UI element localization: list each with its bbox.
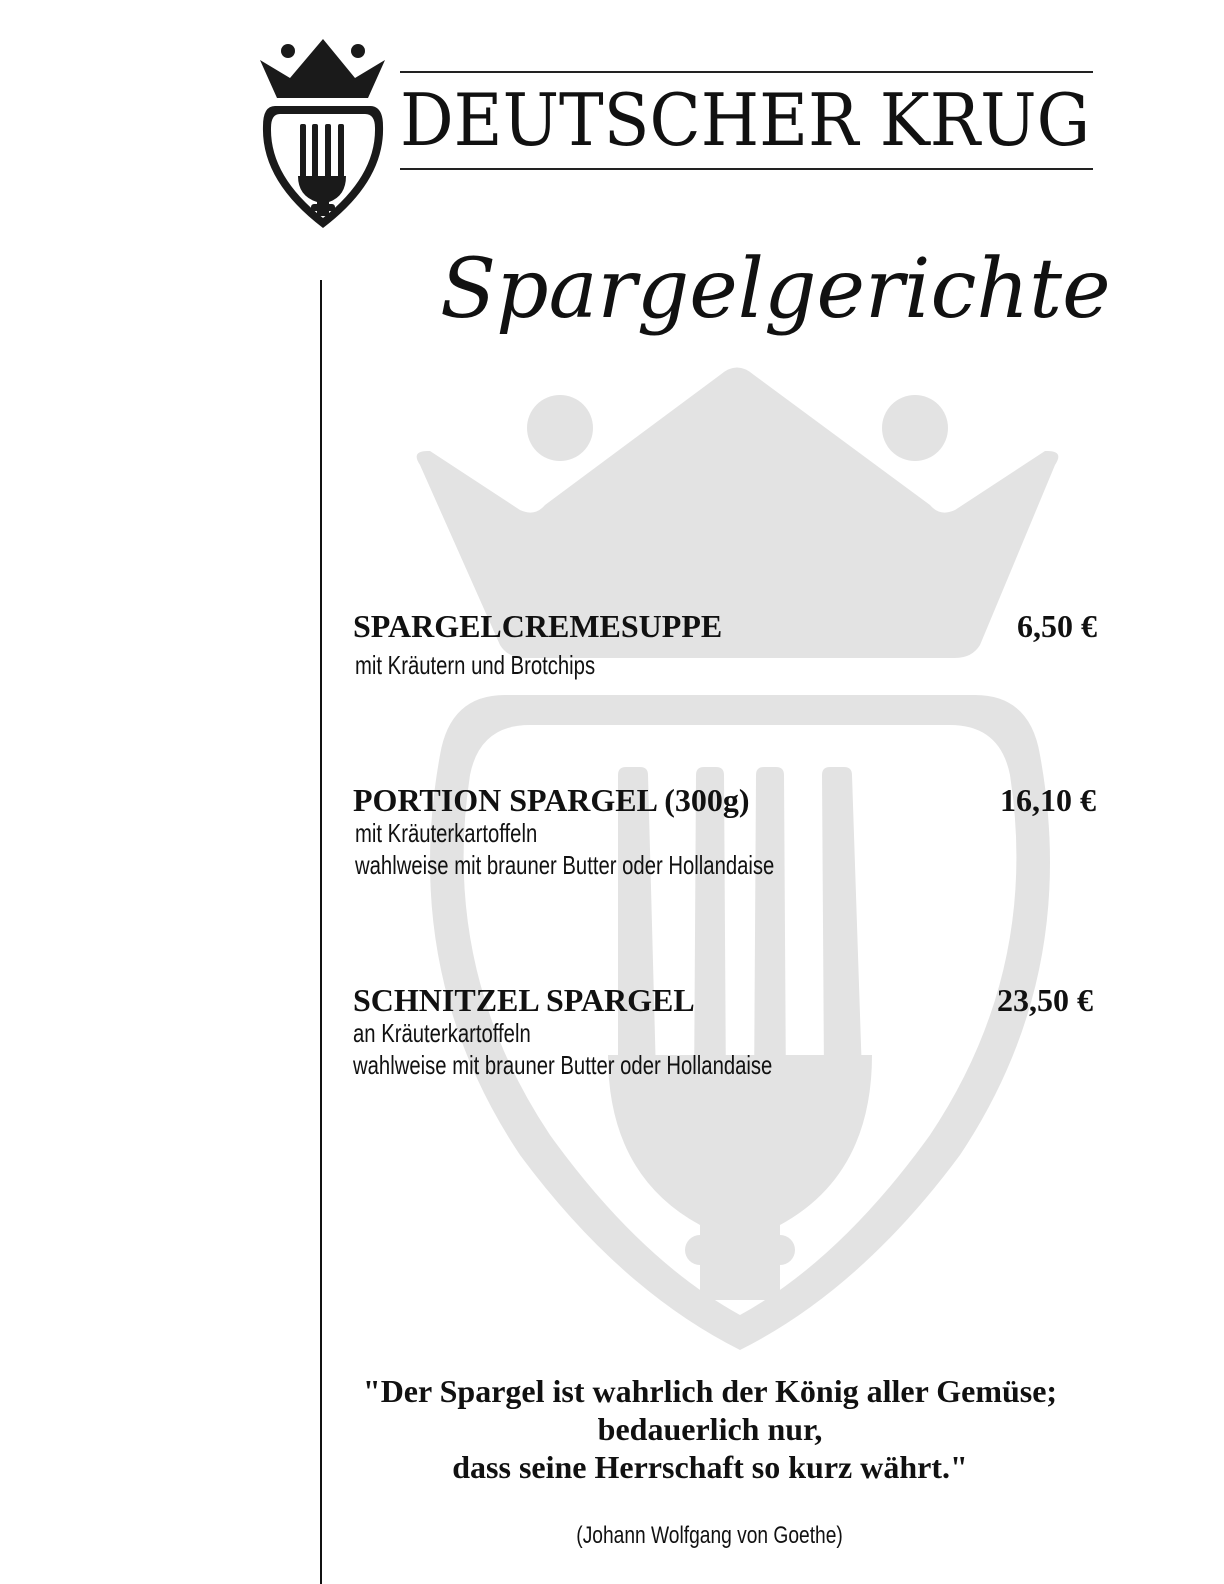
vertical-divider	[320, 280, 322, 1584]
brand-name: DEUTSCHER KRUG	[400, 78, 1091, 162]
menu-item-name: SCHNITZEL SPARGEL	[353, 982, 695, 1018]
quote-line: dass seine Herrschaft so kurz währt."	[452, 1449, 968, 1485]
quote-author	[330, 1520, 1090, 1552]
quote-line: "Der Spargel ist wahrlich der König aller Gemüse;	[362, 1373, 1058, 1409]
menu-item-name: PORTION SPARGEL (300g)	[353, 782, 750, 818]
quote-line: bedauerlich nur,	[597, 1411, 823, 1447]
header-rule-top	[400, 71, 1093, 73]
menu-item-name: SPARGELCREMESUPPE	[353, 608, 723, 644]
header-rule-bottom	[400, 168, 1093, 170]
menu-item-description: wahlweise mit brauner Butter oder Hollandaise	[353, 1050, 773, 1080]
quote	[330, 1372, 1090, 1486]
menu-item-description: mit Kräuterkartoffeln	[355, 818, 538, 848]
quote-author-text: (Johann Wolfgang von Goethe)	[576, 1522, 844, 1549]
section-title: Spargelgerichte	[440, 242, 1111, 337]
menu-item-price: 23,50 €	[997, 982, 1093, 1018]
menu-item-description: an Kräuterkartoffeln	[353, 1018, 531, 1048]
menu-item-price: 6,50 €	[1017, 608, 1097, 644]
menu-item-price: 16,10 €	[1000, 782, 1096, 818]
menu-item-description: wahlweise mit brauner Butter oder Hollandaise	[355, 850, 775, 880]
menu-item-description: mit Kräutern und Brotchips	[355, 650, 596, 680]
crown-fork-shield-icon	[255, 36, 390, 231]
